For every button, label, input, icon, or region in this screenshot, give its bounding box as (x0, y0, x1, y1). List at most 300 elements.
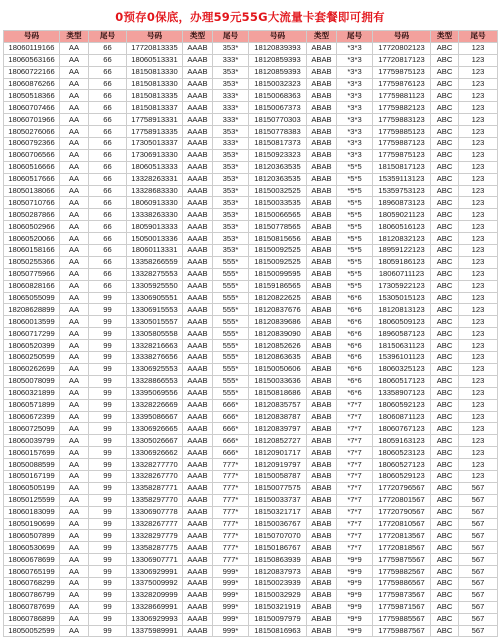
table-cell: ABC (431, 245, 459, 257)
table-cell: 17759886567 (373, 577, 431, 589)
table-cell: 999* (213, 566, 249, 578)
table-row (4, 399, 498, 411)
table-cell: 123 (459, 304, 498, 316)
table-cell: 18150813335 (127, 90, 183, 102)
table-row (4, 316, 498, 328)
table-cell: *7*7 (337, 435, 373, 447)
table-cell: ABC (431, 185, 459, 197)
table-cell: AAAB (183, 173, 213, 185)
table-row (4, 268, 498, 280)
table-cell: 18120839090 (249, 328, 307, 340)
table-cell: 17720801567 (373, 494, 431, 506)
table-cell: 123 (459, 470, 498, 482)
table-cell: 13328267770 (127, 470, 183, 482)
table-cell: ABC (431, 78, 459, 90)
table-cell: 123 (459, 375, 498, 387)
table-cell: 123 (459, 435, 498, 447)
table-cell: 18060517666 (4, 173, 60, 185)
table-cell: *6*6 (337, 363, 373, 375)
table-cell: *7*7 (337, 506, 373, 518)
table-cell: 18060325123 (373, 363, 431, 375)
table-cell: 17759873567 (373, 589, 431, 601)
table-cell: AAAB (183, 530, 213, 542)
table-cell: 99 (89, 470, 127, 482)
table-cell: 99 (89, 340, 127, 352)
table-cell: AA (60, 459, 89, 471)
table-cell: ABAB (307, 221, 337, 233)
table-cell: 123 (459, 316, 498, 328)
table-cell: AAAB (183, 613, 213, 625)
table-cell: AA (60, 589, 89, 601)
number-table (3, 30, 498, 637)
table-cell: ABAB (307, 613, 337, 625)
table-cell: 13305925550 (127, 280, 183, 292)
table-cell: 13328683330 (127, 185, 183, 197)
table-cell: 13328297779 (127, 530, 183, 542)
table-cell: 15359753123 (373, 185, 431, 197)
table-cell: 18060527123 (373, 459, 431, 471)
table-cell: 18060039799 (4, 435, 60, 447)
table-row (4, 542, 498, 554)
table-cell: 13306925553 (127, 363, 183, 375)
table-cell: AAAB (183, 90, 213, 102)
table-cell: 18060502966 (4, 221, 60, 233)
table-cell: ABC (431, 375, 459, 387)
table-cell: 123 (459, 161, 498, 173)
table-cell: 123 (459, 256, 498, 268)
table-cell: 66 (89, 221, 127, 233)
table-cell: 18059186123 (373, 256, 431, 268)
table-cell: ABAB (307, 411, 337, 423)
table-cell: AAAB (183, 577, 213, 589)
table-cell: 123 (459, 197, 498, 209)
table-cell: 18060792366 (4, 138, 60, 150)
table-cell: AAAB (183, 221, 213, 233)
table-cell: 13395086667 (127, 411, 183, 423)
table-cell: 13306929993 (127, 613, 183, 625)
table-row (4, 66, 498, 78)
table-cell: 17758913331 (127, 114, 183, 126)
table-cell: *3*3 (337, 102, 373, 114)
table-cell: 99 (89, 589, 127, 601)
table-cell: 18150778565 (249, 221, 307, 233)
table-cell: ABC (431, 256, 459, 268)
table-cell: 333* (213, 102, 249, 114)
table-cell: ABC (431, 518, 459, 530)
table-cell: 66 (89, 78, 127, 90)
table-cell: AA (60, 625, 89, 637)
table-cell: ABC (431, 90, 459, 102)
table-cell: 18060571899 (4, 399, 60, 411)
table-cell: ABAB (307, 328, 337, 340)
table-cell: ABAB (307, 375, 337, 387)
table-cell: 99 (89, 375, 127, 387)
table-cell: ABAB (307, 54, 337, 66)
header-cell: 类型 (60, 31, 89, 43)
table-cell: 18150818686 (249, 387, 307, 399)
table-cell: 18060507899 (4, 530, 60, 542)
table-cell: 123 (459, 340, 498, 352)
table-cell: *5*5 (337, 185, 373, 197)
table-cell: 17720817123 (373, 54, 431, 66)
table-cell: 17305922123 (373, 280, 431, 292)
table-cell: AA (60, 221, 89, 233)
table-cell: AA (60, 423, 89, 435)
table-cell: 18060678699 (4, 554, 60, 566)
table-cell: ABC (431, 435, 459, 447)
table-row (4, 577, 498, 589)
table-cell: *5*5 (337, 221, 373, 233)
table-cell: 99 (89, 542, 127, 554)
table-cell: ABC (431, 447, 459, 459)
table-cell: 66 (89, 280, 127, 292)
table-cell: 15396101123 (373, 352, 431, 364)
table-cell: 18060871123 (373, 411, 431, 423)
table-cell: AA (60, 340, 89, 352)
table-cell: AAAB (183, 42, 213, 54)
table-cell: 777* (213, 518, 249, 530)
table-cell: 18060250599 (4, 352, 60, 364)
table-cell: 18150707070 (249, 530, 307, 542)
table-cell: AAAB (183, 209, 213, 221)
table-cell: AA (60, 411, 89, 423)
table-cell: AAAB (183, 470, 213, 482)
table-cell: *5*5 (337, 173, 373, 185)
table-cell: ABAB (307, 530, 337, 542)
table-row (4, 185, 498, 197)
table-row (4, 102, 498, 114)
table-cell: 18150817373 (249, 138, 307, 150)
table-cell: AAAB (183, 66, 213, 78)
table-cell: 18060505199 (4, 482, 60, 494)
table-cell: 18150032323 (249, 78, 307, 90)
table-cell: ABAB (307, 423, 337, 435)
table-cell: ABAB (307, 363, 337, 375)
table-cell: AAAB (183, 423, 213, 435)
table-cell: ABAB (307, 399, 337, 411)
table-cell: 567 (459, 482, 498, 494)
table-cell: 18150066565 (249, 209, 307, 221)
table-row (4, 233, 498, 245)
table-cell: AAAB (183, 340, 213, 352)
table-cell: 13358287771 (127, 482, 183, 494)
table-cell: 123 (459, 459, 498, 471)
table-row (4, 482, 498, 494)
table-cell: 18060765199 (4, 566, 60, 578)
table-cell: 18060876266 (4, 78, 60, 90)
table-cell: ABC (431, 625, 459, 637)
table-cell: 13328267777 (127, 518, 183, 530)
table-cell: ABAB (307, 173, 337, 185)
table-cell: *6*6 (337, 304, 373, 316)
table-cell: 18060768299 (4, 577, 60, 589)
table-cell: 353* (213, 126, 249, 138)
table-row (4, 459, 498, 471)
table-cell: ABC (431, 233, 459, 245)
table-cell: 123 (459, 363, 498, 375)
table-cell: AAAB (183, 542, 213, 554)
table-cell: AA (60, 375, 89, 387)
table-cell: 17759883123 (373, 114, 431, 126)
table-cell: 18960873123 (373, 197, 431, 209)
table-cell: 66 (89, 138, 127, 150)
table-row (4, 90, 498, 102)
table-cell: ABAB (307, 435, 337, 447)
table-row (4, 589, 498, 601)
table-cell: 13375989991 (127, 625, 183, 637)
table-cell: AA (60, 363, 89, 375)
table-cell: 18150032929 (249, 589, 307, 601)
table-cell: 18120837973 (249, 566, 307, 578)
table-cell: 123 (459, 280, 498, 292)
table-cell: 18120919797 (249, 459, 307, 471)
table-cell: 18150033737 (249, 494, 307, 506)
table-cell: *3*3 (337, 114, 373, 126)
table-cell: 18150067373 (249, 102, 307, 114)
table-cell: ABAB (307, 126, 337, 138)
table-cell: 18150033535 (249, 197, 307, 209)
table-cell: 777* (213, 482, 249, 494)
table-cell: ABC (431, 530, 459, 542)
table-cell: ABAB (307, 161, 337, 173)
table-cell: 18060523123 (373, 447, 431, 459)
table-cell: 66 (89, 185, 127, 197)
table-cell: 123 (459, 42, 498, 54)
table-cell: 18060786899 (4, 613, 60, 625)
table-cell: ABC (431, 589, 459, 601)
table-cell: *9*9 (337, 577, 373, 589)
table-row (4, 149, 498, 161)
table-row (4, 138, 498, 150)
table-cell: 777* (213, 530, 249, 542)
table-cell: *5*5 (337, 233, 373, 245)
table-cell: 18120363535 (249, 161, 307, 173)
table-cell: *9*9 (337, 589, 373, 601)
table-cell: 17759887567 (373, 625, 431, 637)
table-cell: *7*7 (337, 542, 373, 554)
table-cell: 13306926665 (127, 423, 183, 435)
table-cell: ABAB (307, 482, 337, 494)
table-cell: 99 (89, 447, 127, 459)
table-cell: 18060711123 (373, 268, 431, 280)
table-cell: ABAB (307, 42, 337, 54)
table-cell: ABAB (307, 387, 337, 399)
table-cell: 18060520399 (4, 340, 60, 352)
table-cell: ABC (431, 66, 459, 78)
table-row (4, 506, 498, 518)
header-cell: 类型 (307, 31, 337, 43)
table-cell: 18060158166 (4, 245, 60, 257)
table-cell: 777* (213, 554, 249, 566)
table-cell: AAAB (183, 399, 213, 411)
table-cell: 18059013333 (127, 221, 183, 233)
table-cell: 123 (459, 233, 498, 245)
table-cell: AA (60, 114, 89, 126)
table-cell: ABC (431, 197, 459, 209)
table-cell: AA (60, 470, 89, 482)
table-cell: 567 (459, 530, 498, 542)
table-cell: *3*3 (337, 42, 373, 54)
table-cell: AA (60, 530, 89, 542)
table-cell: 18060563166 (4, 54, 60, 66)
table-cell: 66 (89, 197, 127, 209)
table-cell: *5*5 (337, 197, 373, 209)
table-cell: AA (60, 304, 89, 316)
table-row (4, 78, 498, 90)
table-cell: *7*7 (337, 530, 373, 542)
table-cell: 13358287775 (127, 542, 183, 554)
table-cell: *7*7 (337, 518, 373, 530)
table-cell: 999* (213, 589, 249, 601)
table-cell: 999* (213, 601, 249, 613)
table-cell: 15359113123 (373, 173, 431, 185)
table-cell: 18120863635 (249, 352, 307, 364)
table-cell: AA (60, 387, 89, 399)
table-cell: 13328226669 (127, 399, 183, 411)
table-row (4, 42, 498, 54)
table-cell: 18159186565 (249, 280, 307, 292)
table-cell: 123 (459, 54, 498, 66)
table-cell: AAAB (183, 375, 213, 387)
table-cell: 18150817123 (373, 161, 431, 173)
table-cell: *6*6 (337, 328, 373, 340)
table-body (4, 31, 498, 637)
table-cell: *9*9 (337, 613, 373, 625)
table-cell: ABAB (307, 566, 337, 578)
table-cell: 18050775966 (4, 268, 60, 280)
table-cell: ABAB (307, 280, 337, 292)
table-cell: ABAB (307, 66, 337, 78)
table-cell: 66 (89, 54, 127, 66)
table-cell: *3*3 (337, 90, 373, 102)
table-cell: 13328275553 (127, 268, 183, 280)
header-row (4, 31, 498, 43)
table-row (4, 411, 498, 423)
table-cell: 567 (459, 542, 498, 554)
table-cell: 777* (213, 542, 249, 554)
table-cell: ABC (431, 423, 459, 435)
table-cell: 123 (459, 78, 498, 90)
table-cell: ABAB (307, 518, 337, 530)
table-row (4, 352, 498, 364)
table-cell: 18959122123 (373, 245, 431, 257)
table-cell: 99 (89, 577, 127, 589)
table-cell: 567 (459, 518, 498, 530)
table-cell: 123 (459, 209, 498, 221)
table-cell: AAAB (183, 280, 213, 292)
table-cell: AAAB (183, 126, 213, 138)
table-cell: 18150023939 (249, 577, 307, 589)
table-cell: *6*6 (337, 292, 373, 304)
table-cell: ABAB (307, 138, 337, 150)
table-cell: 999* (213, 577, 249, 589)
table-cell: ABC (431, 149, 459, 161)
table-cell: 18150077575 (249, 482, 307, 494)
table-cell: *9*9 (337, 601, 373, 613)
table-row (4, 566, 498, 578)
table-cell: ABC (431, 173, 459, 185)
table-cell: 17306913330 (127, 149, 183, 161)
table-cell: AA (60, 138, 89, 150)
table-cell: 18150813337 (127, 102, 183, 114)
table-cell: 555* (213, 280, 249, 292)
table-cell: 18059163123 (373, 435, 431, 447)
table-cell: ABAB (307, 304, 337, 316)
table-cell: AA (60, 126, 89, 138)
table-cell: ABAB (307, 256, 337, 268)
table-cell: 18150092525 (249, 245, 307, 257)
table-cell: 99 (89, 352, 127, 364)
table-cell: 99 (89, 387, 127, 399)
table-cell: 99 (89, 459, 127, 471)
table-cell: ABAB (307, 352, 337, 364)
table-cell: 13306905551 (127, 292, 183, 304)
table-row (4, 114, 498, 126)
table-cell: 555* (213, 292, 249, 304)
table-cell: 567 (459, 566, 498, 578)
table-cell: 666* (213, 399, 249, 411)
table-cell: 555* (213, 387, 249, 399)
table-cell: ABC (431, 554, 459, 566)
table-cell: 555* (213, 352, 249, 364)
table-cell: 66 (89, 66, 127, 78)
table-cell: ABC (431, 161, 459, 173)
table-cell: ABC (431, 506, 459, 518)
table-cell: AAAB (183, 518, 213, 530)
table-cell: 555* (213, 316, 249, 328)
table-cell: 13358266559 (127, 256, 183, 268)
table-cell: 18150186767 (249, 542, 307, 554)
header-cell: 号码 (373, 31, 431, 43)
table-cell: 18065055099 (4, 292, 60, 304)
table-cell: *7*7 (337, 470, 373, 482)
table-cell: 13306907778 (127, 506, 183, 518)
table-cell: 18050078099 (4, 375, 60, 387)
table-cell: 18050138066 (4, 185, 60, 197)
table-cell: 17720810567 (373, 518, 431, 530)
table-cell: 99 (89, 292, 127, 304)
table-cell: AA (60, 542, 89, 554)
table-cell: ABAB (307, 292, 337, 304)
table-cell: AA (60, 601, 89, 613)
table-cell: 18150068363 (249, 90, 307, 102)
table-cell: 18060786799 (4, 589, 60, 601)
table-cell: 555* (213, 256, 249, 268)
table-cell: 18059021123 (373, 209, 431, 221)
table-cell: 18120832123 (373, 233, 431, 245)
table-cell: *7*7 (337, 411, 373, 423)
table-cell: 99 (89, 399, 127, 411)
promo-title: 0预存0保底，办理59元55G大流量卡套餐即可拥有 (115, 10, 385, 24)
table-cell: 13305015557 (127, 316, 183, 328)
table-cell: *9*9 (337, 554, 373, 566)
table-cell: AAAB (183, 506, 213, 518)
table-cell: AA (60, 352, 89, 364)
table-cell: 18150050606 (249, 363, 307, 375)
table-cell: 13328866553 (127, 375, 183, 387)
table-cell: 99 (89, 518, 127, 530)
table-cell: 123 (459, 149, 498, 161)
table-cell: 17720813567 (373, 530, 431, 542)
table-cell: 18050052599 (4, 625, 60, 637)
table-row (4, 375, 498, 387)
table-cell: ABC (431, 138, 459, 150)
table-row (4, 625, 498, 637)
table-cell: 99 (89, 316, 127, 328)
table-cell: 18120839686 (249, 316, 307, 328)
table-cell: *7*7 (337, 447, 373, 459)
table-cell: 18120901717 (249, 447, 307, 459)
